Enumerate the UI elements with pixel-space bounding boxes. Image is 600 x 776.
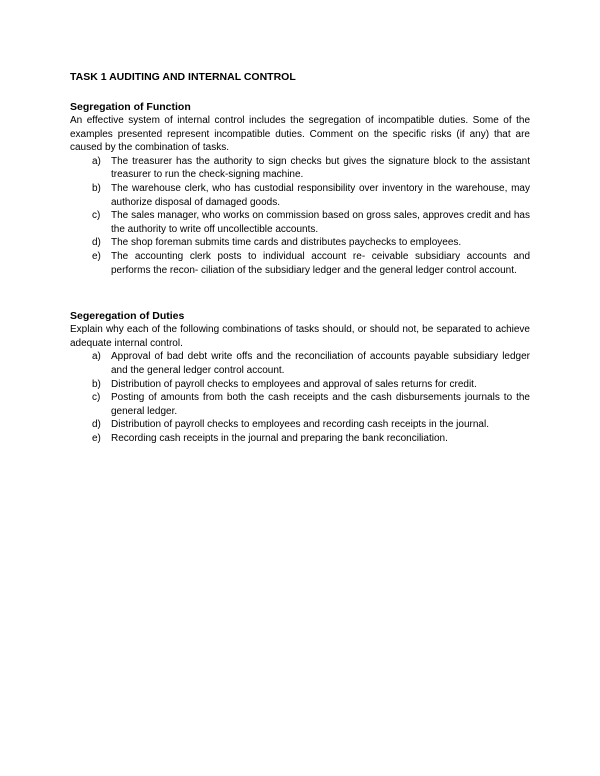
list-item-text: Posting of amounts from both the cash receipts and the cash disbursements journals to the general ledger. <box>111 392 530 417</box>
list-marker: d) <box>92 419 101 431</box>
question-list <box>70 155 530 277</box>
list-marker: a) <box>92 351 101 363</box>
section-heading: Segeregation of Duties <box>70 310 185 323</box>
list-marker: c) <box>92 210 101 222</box>
list-marker: d) <box>92 237 101 249</box>
document-page <box>70 70 530 445</box>
list-marker: e) <box>92 432 101 444</box>
document-title: TASK 1 AUDITING AND INTERNAL CONTROL <box>70 71 296 83</box>
section-segregation-of-function <box>70 100 530 277</box>
section-segregation-of-duties <box>70 309 530 445</box>
list-marker: a) <box>92 155 101 167</box>
list-item <box>70 432 530 446</box>
list-item-text: The shop foreman submits time cards and distributes paychecks to employees. <box>111 237 462 249</box>
list-item-text: Distribution of payroll checks to employees and recording cash receipts in the journal. <box>111 419 489 431</box>
list-item-text: Approval of bad debt write offs and the reconciliation of accounts payable subsidiary ledger and the general ledger control account. <box>111 351 530 376</box>
list-marker: c) <box>92 392 101 404</box>
list-item-text: The sales manager, who works on commission based on gross sales, approves credit and has the authority to write off uncollectible accounts. <box>111 210 530 235</box>
list-marker: e) <box>92 250 101 262</box>
list-item <box>70 391 530 418</box>
list-marker: b) <box>92 378 101 390</box>
list-item <box>70 209 530 236</box>
section-intro: Explain why each of the following combinations of tasks should, or should not, be separated to achieve adequate internal control. <box>70 324 530 349</box>
list-item-text: Recording cash receipts in the journal and preparing the bank reconciliation. <box>111 432 448 444</box>
list-item <box>70 182 530 209</box>
list-item <box>70 418 530 432</box>
list-item <box>70 350 530 377</box>
section-intro: An effective system of internal control includes the segregation of incompatible duties. Some of the examples presented represent incompatible duties. Comment on the specific risks (if any) that are caused by the combination of tasks. <box>70 115 530 154</box>
list-marker: b) <box>92 182 101 194</box>
question-list <box>70 350 530 445</box>
list-item <box>70 250 530 277</box>
section-heading: Segregation of Function <box>70 101 191 113</box>
list-item-text: The treasurer has the authority to sign checks but gives the signature block to the assistant treasurer to run the check-signing machine. <box>111 155 530 181</box>
list-item-text: Distribution of payroll checks to employees and approval of sales returns for credit. <box>111 378 477 390</box>
list-item <box>70 155 530 182</box>
list-item <box>70 236 530 250</box>
list-item-text: The accounting clerk posts to individual account re- ceivable subsidiary accounts and performs the recon- ciliation of the subsidiary ledger and the general ledger control account. <box>111 250 530 276</box>
list-item <box>70 378 530 392</box>
list-item-text: The warehouse clerk, who has custodial responsibility over inventory in the warehouse, may authorize disposal of damaged goods. <box>111 182 530 208</box>
